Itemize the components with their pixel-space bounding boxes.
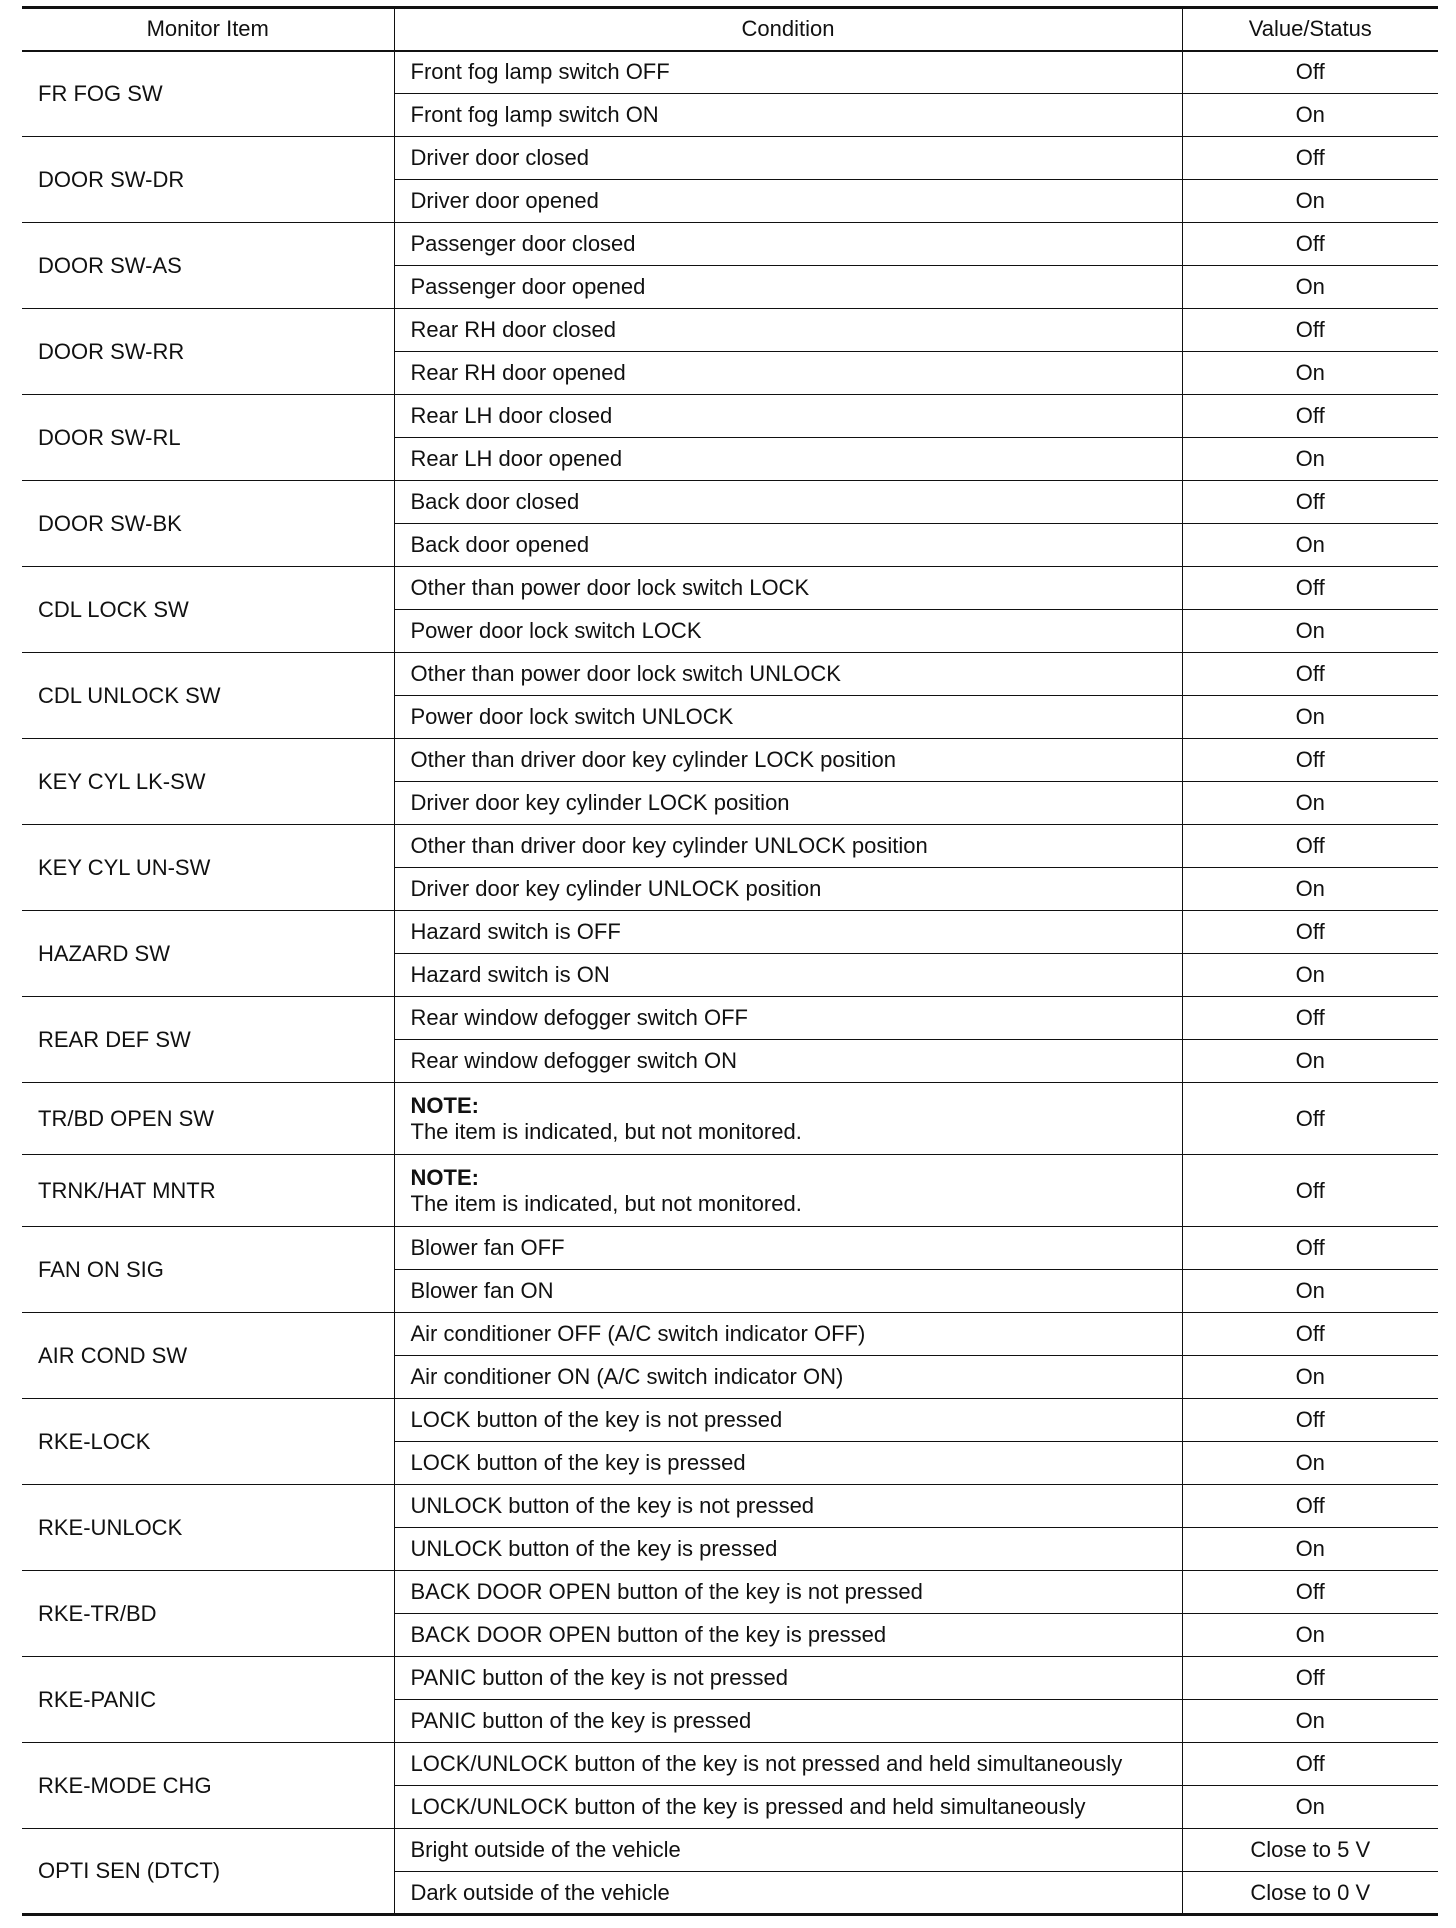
condition-cell: Rear window defogger switch OFF <box>394 997 1182 1040</box>
table-row <box>22 51 1438 94</box>
header-condition: Condition <box>394 8 1182 51</box>
table-row <box>22 1743 1438 1786</box>
condition-cell: Hazard switch is OFF <box>394 911 1182 954</box>
table-row <box>22 1657 1438 1700</box>
condition-cell: Rear LH door opened <box>394 438 1182 481</box>
monitor-item-cell: DOOR SW-RR <box>22 309 394 395</box>
monitor-item-cell: DOOR SW-AS <box>22 223 394 309</box>
table-row <box>22 223 1438 266</box>
monitor-item-cell: DOOR SW-DR <box>22 137 394 223</box>
condition-cell: Other than driver door key cylinder UNLOCK position <box>394 825 1182 868</box>
monitor-item-cell: RKE-PANIC <box>22 1657 394 1743</box>
table-row <box>22 1227 1438 1270</box>
value-status-cell: Close to 0 V <box>1182 1872 1438 1915</box>
condition-cell: PANIC button of the key is not pressed <box>394 1657 1182 1700</box>
value-status-cell: Off <box>1182 481 1438 524</box>
monitor-item-cell: KEY CYL UN-SW <box>22 825 394 911</box>
monitor-item-cell: REAR DEF SW <box>22 997 394 1083</box>
condition-cell: LOCK/UNLOCK button of the key is pressed and held simultaneously <box>394 1786 1182 1829</box>
value-status-cell: Off <box>1182 223 1438 266</box>
value-status-cell: Off <box>1182 1657 1438 1700</box>
monitor-item-cell: AIR COND SW <box>22 1313 394 1399</box>
table-header <box>22 8 1438 51</box>
note-text: The item is indicated, but not monitored. <box>410 1190 802 1216</box>
condition-cell: Bright outside of the vehicle <box>394 1829 1182 1872</box>
table-row <box>22 997 1438 1040</box>
condition-cell: Passenger door opened <box>394 266 1182 309</box>
monitor-item-cell: DOOR SW-RL <box>22 395 394 481</box>
value-status-cell: Off <box>1182 1083 1438 1155</box>
value-status-cell: Off <box>1182 1743 1438 1786</box>
condition-cell: PANIC button of the key is pressed <box>394 1700 1182 1743</box>
value-status-cell: On <box>1182 954 1438 997</box>
condition-cell: Driver door opened <box>394 180 1182 223</box>
table-row <box>22 911 1438 954</box>
table-row <box>22 1485 1438 1528</box>
table-row <box>22 1571 1438 1614</box>
monitor-item-cell: RKE-MODE CHG <box>22 1743 394 1829</box>
value-status-cell: On <box>1182 1528 1438 1571</box>
condition-cell: Blower fan OFF <box>394 1227 1182 1270</box>
value-status-cell: Off <box>1182 1485 1438 1528</box>
condition-cell: Rear LH door closed <box>394 395 1182 438</box>
value-status-cell: On <box>1182 94 1438 137</box>
monitor-item-cell: CDL LOCK SW <box>22 567 394 653</box>
condition-cell: Back door closed <box>394 481 1182 524</box>
value-status-cell: On <box>1182 696 1438 739</box>
table-row <box>22 1829 1438 1872</box>
monitor-item-cell: OPTI SEN (DTCT) <box>22 1829 394 1915</box>
value-status-cell: Off <box>1182 1571 1438 1614</box>
value-status-cell: Off <box>1182 51 1438 94</box>
condition-cell: Front fog lamp switch ON <box>394 94 1182 137</box>
monitor-item-cell: DOOR SW-BK <box>22 481 394 567</box>
table-row <box>22 137 1438 180</box>
condition-cell <box>394 1155 1182 1227</box>
note-text: The item is indicated, but not monitored. <box>410 1118 802 1144</box>
condition-cell: Rear RH door closed <box>394 309 1182 352</box>
condition-cell: Blower fan ON <box>394 1270 1182 1313</box>
value-status-cell: Off <box>1182 1313 1438 1356</box>
condition-cell: UNLOCK button of the key is not pressed <box>394 1485 1182 1528</box>
value-status-cell: On <box>1182 266 1438 309</box>
condition-cell: Rear window defogger switch ON <box>394 1040 1182 1083</box>
condition-cell: Rear RH door opened <box>394 352 1182 395</box>
header-value-status: Value/Status <box>1182 8 1438 51</box>
value-status-cell: Off <box>1182 825 1438 868</box>
monitor-item-cell: CDL UNLOCK SW <box>22 653 394 739</box>
monitor-item-cell: FAN ON SIG <box>22 1227 394 1313</box>
value-status-cell: On <box>1182 1442 1438 1485</box>
value-status-cell: On <box>1182 352 1438 395</box>
condition-cell: LOCK/UNLOCK button of the key is not pressed and held simultaneously <box>394 1743 1182 1786</box>
condition-cell: LOCK button of the key is not pressed <box>394 1399 1182 1442</box>
monitor-item-cell: RKE-UNLOCK <box>22 1485 394 1571</box>
table-row <box>22 309 1438 352</box>
header-monitor-item: Monitor Item <box>22 8 394 51</box>
monitor-item-cell: KEY CYL LK-SW <box>22 739 394 825</box>
table-row <box>22 1155 1438 1227</box>
value-status-cell: On <box>1182 1040 1438 1083</box>
condition-cell: Air conditioner OFF (A/C switch indicator OFF) <box>394 1313 1182 1356</box>
value-status-cell: On <box>1182 180 1438 223</box>
table-row <box>22 1083 1438 1155</box>
value-status-cell: Off <box>1182 653 1438 696</box>
condition-cell: BACK DOOR OPEN button of the key is pressed <box>394 1614 1182 1657</box>
value-status-cell: Off <box>1182 911 1438 954</box>
condition-cell: Driver door key cylinder UNLOCK position <box>394 868 1182 911</box>
monitor-item-cell: FR FOG SW <box>22 51 394 137</box>
value-status-cell: On <box>1182 868 1438 911</box>
value-status-cell: Off <box>1182 739 1438 782</box>
monitor-item-cell: RKE-LOCK <box>22 1399 394 1485</box>
condition-cell: Driver door key cylinder LOCK position <box>394 782 1182 825</box>
table-row <box>22 567 1438 610</box>
condition-cell: LOCK button of the key is pressed <box>394 1442 1182 1485</box>
table-row <box>22 653 1438 696</box>
value-status-cell: On <box>1182 438 1438 481</box>
condition-cell: Hazard switch is ON <box>394 954 1182 997</box>
table-row <box>22 1399 1438 1442</box>
value-status-cell: On <box>1182 610 1438 653</box>
value-status-cell: On <box>1182 1700 1438 1743</box>
condition-cell: Other than power door lock switch UNLOCK <box>394 653 1182 696</box>
note-label: NOTE: <box>410 1164 479 1190</box>
value-status-cell: Off <box>1182 137 1438 180</box>
value-status-cell: On <box>1182 524 1438 567</box>
monitor-table-container <box>22 6 1438 1916</box>
condition-cell: Power door lock switch UNLOCK <box>394 696 1182 739</box>
table-row <box>22 481 1438 524</box>
value-status-cell: Off <box>1182 1399 1438 1442</box>
table-body <box>22 51 1438 1915</box>
table-row <box>22 395 1438 438</box>
value-status-cell: Off <box>1182 309 1438 352</box>
condition-cell: Driver door closed <box>394 137 1182 180</box>
table-row <box>22 1313 1438 1356</box>
value-status-cell: On <box>1182 1270 1438 1313</box>
value-status-cell: Close to 5 V <box>1182 1829 1438 1872</box>
table-row <box>22 739 1438 782</box>
note-label: NOTE: <box>410 1092 479 1118</box>
value-status-cell: On <box>1182 1786 1438 1829</box>
condition-cell: Back door opened <box>394 524 1182 567</box>
condition-cell: Passenger door closed <box>394 223 1182 266</box>
value-status-cell: On <box>1182 1614 1438 1657</box>
value-status-cell: Off <box>1182 395 1438 438</box>
condition-cell: Other than driver door key cylinder LOCK position <box>394 739 1182 782</box>
monitor-item-cell: TR/BD OPEN SW <box>22 1083 394 1155</box>
condition-cell: BACK DOOR OPEN button of the key is not pressed <box>394 1571 1182 1614</box>
value-status-cell: On <box>1182 782 1438 825</box>
monitor-item-cell: HAZARD SW <box>22 911 394 997</box>
monitor-table <box>22 6 1438 1916</box>
value-status-cell: Off <box>1182 1155 1438 1227</box>
condition-cell: UNLOCK button of the key is pressed <box>394 1528 1182 1571</box>
monitor-item-cell: TRNK/HAT MNTR <box>22 1155 394 1227</box>
condition-cell: Front fog lamp switch OFF <box>394 51 1182 94</box>
value-status-cell: On <box>1182 1356 1438 1399</box>
value-status-cell: Off <box>1182 1227 1438 1270</box>
condition-cell: Dark outside of the vehicle <box>394 1872 1182 1915</box>
condition-cell: Power door lock switch LOCK <box>394 610 1182 653</box>
condition-cell <box>394 1083 1182 1155</box>
table-row <box>22 825 1438 868</box>
value-status-cell: Off <box>1182 997 1438 1040</box>
monitor-item-cell: RKE-TR/BD <box>22 1571 394 1657</box>
condition-cell: Other than power door lock switch LOCK <box>394 567 1182 610</box>
value-status-cell: Off <box>1182 567 1438 610</box>
condition-cell: Air conditioner ON (A/C switch indicator ON) <box>394 1356 1182 1399</box>
